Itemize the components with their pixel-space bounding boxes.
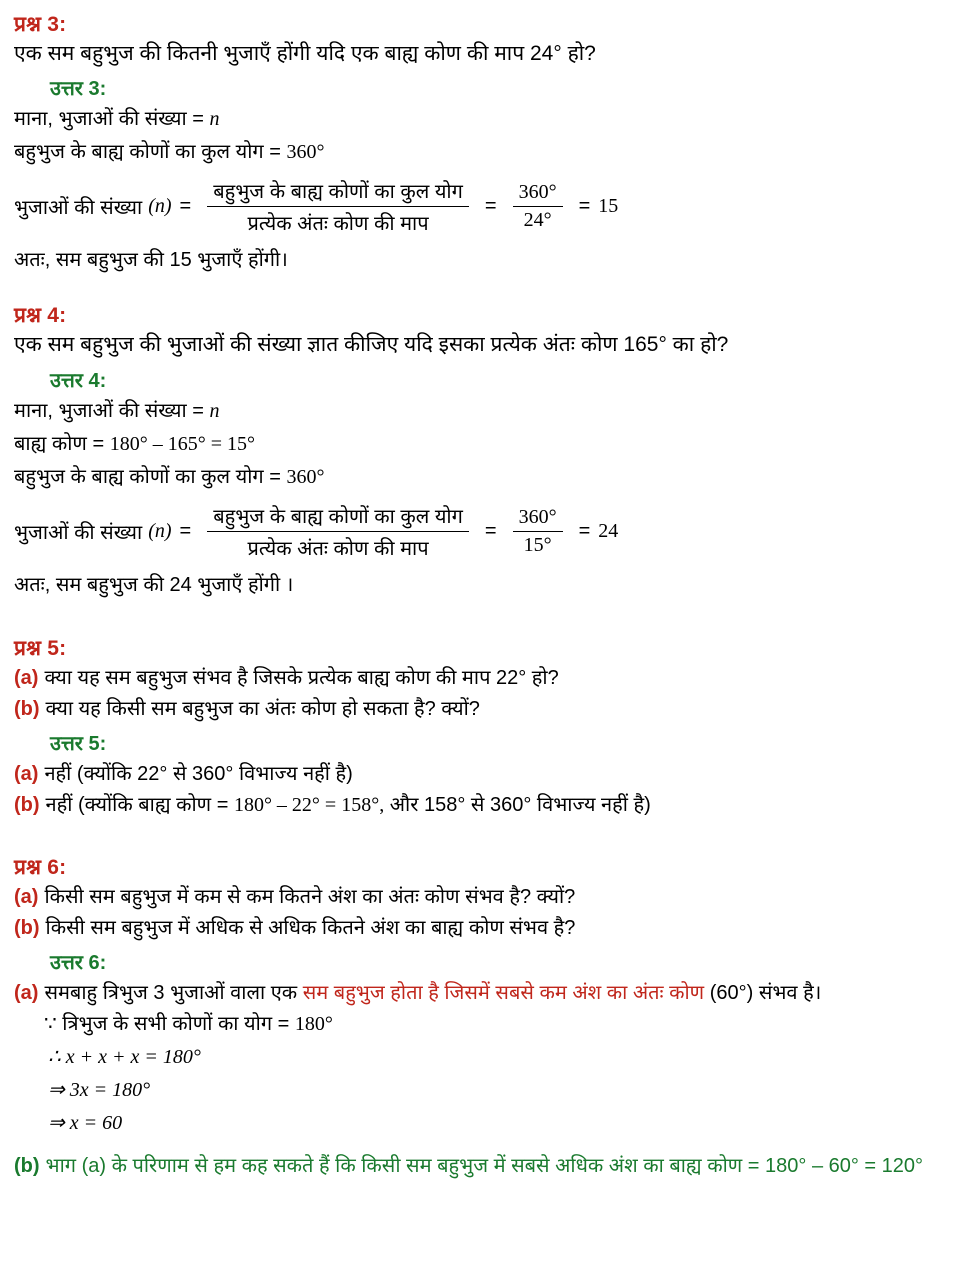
answer-4-formula-lead: भुजाओं की संख्या <box>14 521 143 544</box>
answer-4-heading: उत्तर 4: <box>50 369 107 392</box>
section-spacer <box>14 835 954 853</box>
question-4-heading: प्रश्न 4: <box>14 304 67 328</box>
answer-4-line-1-text: माना, भुजाओं की संख्या = <box>14 399 204 422</box>
answer-6-heading: उत्तर 6: <box>50 951 107 974</box>
question-3-text: एक सम बहुभुज की कितनी भुजाएँ होंगी यदि एक बाह्य कोण की माप 24° हो? <box>14 42 596 65</box>
answer-3-line-2-value: 360° <box>286 141 325 164</box>
section-spacer <box>14 291 954 301</box>
section-spacer <box>14 616 954 634</box>
answer-3-formula-equals-2: = <box>484 195 497 218</box>
answer-6-because-symbol: ∵ <box>44 1012 57 1035</box>
question-block-6 <box>14 853 954 1180</box>
question-5-part-a-text: क्या यह सम बहुभुज संभव है जिसके प्रत्येक बाह्य कोण की माप 22° हो? <box>44 666 559 689</box>
answer-5-part-b <box>14 791 954 819</box>
answer-3-fraction-1 <box>207 177 469 236</box>
answer-4-fraction-1-denominator: प्रत्येक अंतः कोण की माप <box>207 531 469 561</box>
answer-6-part-a-text-2: (60°) संभव है। <box>709 981 822 1004</box>
answer-4-line-2 <box>14 430 954 459</box>
answer-6-part-b-text: भाग (a) के परिणाम से हम कह सकते हैं कि किसी सम बहुभुज में सबसे अधिक अंश का बाह्य कोण = 180° – 60° = 120° <box>45 1154 924 1177</box>
answer-4-formula-equals-1: = <box>179 519 192 542</box>
answer-6-step-3: ⇒ x = 60 <box>48 1111 123 1134</box>
answer-6-spacer <box>14 1142 954 1152</box>
answer-4-line-1-var: n <box>209 399 220 422</box>
answer-3-line-2-text: बहुभुज के बाह्य कोणों का कुल योग = <box>14 141 281 164</box>
answer-3-formula-var: (n) <box>148 195 172 218</box>
answer-4-fraction-1 <box>207 502 469 561</box>
question-5-part-a-label: (a) <box>14 666 39 689</box>
answer-4-line-1 <box>14 397 954 426</box>
question-6-part-b-text: किसी सम बहुभुज में अधिक से अधिक कितने अंश का बाह्य कोण संभव है? <box>45 916 576 939</box>
answer-4-line-2-text: बाह्य कोण = <box>14 432 105 455</box>
question-6-part-b-label: (b) <box>14 916 40 939</box>
answer-3-fraction-2-denominator: 24° <box>513 206 563 232</box>
answer-6-part-a-text-emphasis: सम बहुभुज होता है जिसमें सबसे कम अंश का अंतः कोण <box>302 981 705 1004</box>
answer-5-part-b-label: (b) <box>14 793 40 816</box>
answer-5-part-a-text: नहीं (क्योंकि 22° से 360° विभाज्य नहीं है) <box>44 762 353 785</box>
answer-3-formula <box>14 177 954 236</box>
answer-6-part-a-line-2 <box>44 1010 954 1039</box>
answer-6-part-a-line-2-value: 180° <box>294 1012 333 1035</box>
answer-4-fraction-1-numerator: बहुभुज के बाह्य कोणों का कुल योग <box>213 505 463 528</box>
answer-5-part-b-math: 180° – 22° = 158°, <box>233 793 385 816</box>
answer-6-step-2: ⇒ 3x = 180° <box>48 1078 151 1101</box>
answer-5-part-b-body <box>46 791 954 819</box>
answer-4-line-3-text: बहुभुज के बाह्य कोणों का कुल योग = <box>14 465 281 488</box>
question-6-part-a-label: (a) <box>14 885 39 908</box>
answer-3-result: 15 <box>598 195 619 218</box>
question-5-part-b <box>14 695 954 723</box>
answer-3-fraction-2-numerator: 360° <box>518 181 557 204</box>
answer-5-part-a-label: (a) <box>14 762 39 785</box>
answer-6-step-1: ∴ x + x + x = 180° <box>48 1045 201 1068</box>
answer-4-conclusion: अतः, सम बहुभुज की 24 भुजाएँ होंगी । <box>14 573 294 596</box>
answer-6-part-a-text-1: समबाहु त्रिभुज 3 भुजाओं वाला एक <box>44 981 298 1004</box>
answer-6-part-b-label: (b) <box>14 1154 40 1177</box>
answer-6-part-a-body <box>44 979 954 1007</box>
question-block-5 <box>14 634 954 819</box>
answer-3-formula-lead: भुजाओं की संख्या <box>14 197 143 220</box>
answer-4-formula-equals-3: = <box>578 519 591 542</box>
answer-6-part-a <box>14 979 954 1007</box>
answer-4-formula-var: (n) <box>148 519 172 542</box>
answer-4-line-3 <box>14 463 954 492</box>
question-5-heading: प्रश्न 5: <box>14 636 67 660</box>
answer-3-formula-equals-1: = <box>179 195 192 218</box>
answer-3-conclusion: अतः, सम बहुभुज की 15 भुजाएँ होंगी। <box>14 249 288 272</box>
answer-3-formula-equals-3: = <box>578 195 591 218</box>
question-6-part-a-text: किसी सम बहुभुज में कम से कम कितने अंश का अंतः कोण संभव है? क्यों? <box>44 885 576 908</box>
question-6-part-b <box>14 914 954 942</box>
answer-3-heading: उत्तर 3: <box>50 78 107 101</box>
answer-6-part-a-label: (a) <box>14 981 39 1004</box>
question-6-heading: प्रश्न 6: <box>14 855 67 879</box>
question-6-part-a <box>14 883 954 911</box>
answer-4-formula-equals-2: = <box>484 519 497 542</box>
answer-5-heading: उत्तर 5: <box>50 732 107 755</box>
answer-4-line-3-value: 360° <box>286 465 325 488</box>
question-5-part-b-label: (b) <box>14 697 40 720</box>
answer-3-line-1 <box>14 105 954 134</box>
answer-3-fraction-1-denominator: प्रत्येक अंतः कोण की माप <box>207 206 469 236</box>
answer-3-fraction-1-numerator: बहुभुज के बाह्य कोणों का कुल योग <box>213 181 463 204</box>
answer-3-fraction-2 <box>513 181 563 232</box>
answer-5-part-b-text-1: नहीं (क्योंकि बाह्य कोण = <box>45 793 229 816</box>
question-5-part-b-text: क्या यह किसी सम बहुभुज का अंतः कोण हो सकता है? क्यों? <box>45 697 480 720</box>
answer-5-part-a <box>14 760 954 788</box>
answer-4-result: 24 <box>598 519 619 542</box>
question-block-4 <box>14 301 954 599</box>
answer-4-formula <box>14 502 954 561</box>
answer-4-fraction-2-denominator: 15° <box>513 531 563 557</box>
answer-6-part-b <box>14 1152 954 1180</box>
question-3-heading: प्रश्न 3: <box>14 13 67 36</box>
answer-3-line-1-text: माना, भुजाओं की संख्या = <box>14 108 204 131</box>
answer-6-part-a-line-2-text: त्रिभुज के सभी कोणों का योग = <box>62 1012 290 1035</box>
answer-3-line-2 <box>14 138 954 167</box>
answer-4-line-2-value: 180° – 165° = 15° <box>109 432 255 455</box>
question-block-3 <box>14 10 954 275</box>
answer-5-part-b-text-2: और 158° से 360° विभाज्य नहीं है) <box>389 793 651 816</box>
answer-3-line-1-var: n <box>209 108 220 131</box>
question-5-part-a <box>14 664 954 692</box>
answer-4-fraction-2-numerator: 360° <box>518 505 557 528</box>
answer-4-fraction-2 <box>513 506 563 557</box>
question-4-text: एक सम बहुभुज की भुजाओं की संख्या ज्ञात कीजिए यदि इसका प्रत्येक अंतः कोण 165° का हो? <box>14 333 729 357</box>
